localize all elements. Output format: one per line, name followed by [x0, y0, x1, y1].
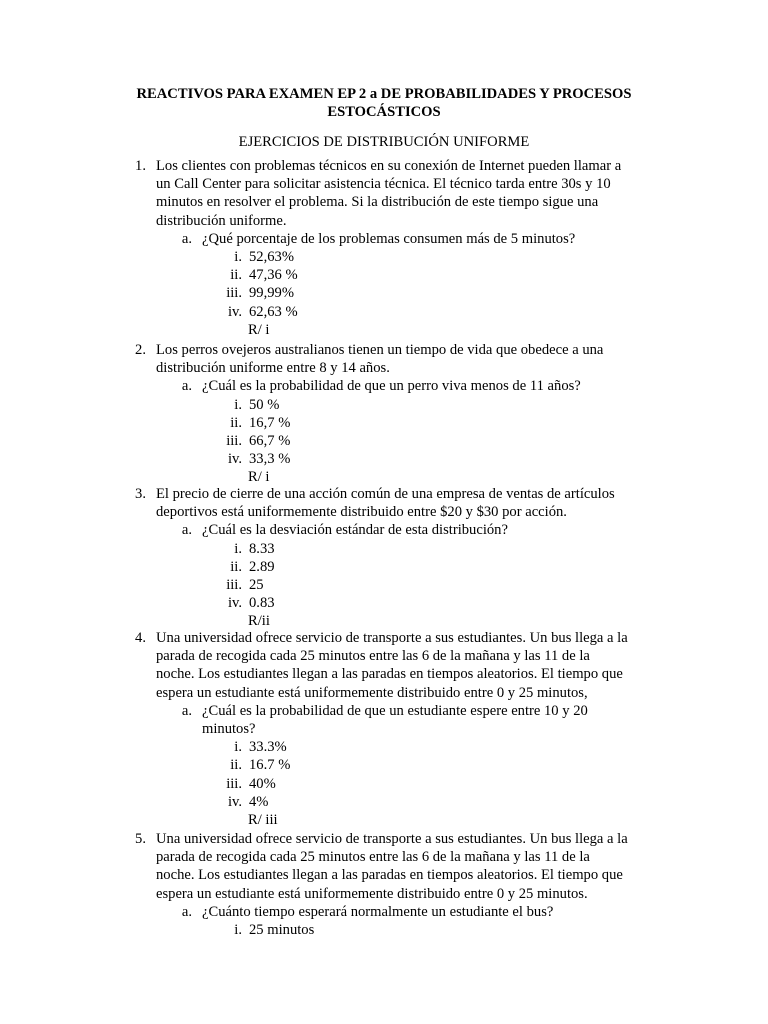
option-text: 66,7 % — [249, 433, 291, 449]
question-text-line: distribución uniforme. — [156, 212, 287, 229]
option-number: ii. — [230, 414, 242, 431]
option-text: 40% — [249, 775, 276, 792]
option-text: 52,63% — [249, 249, 294, 265]
option-text: 8.33 — [249, 540, 275, 557]
section-subtitle: EJERCICIOS DE DISTRIBUCIÓN UNIFORME — [238, 134, 530, 150]
option-number: iii. — [226, 433, 242, 449]
option-text: 33,3 % — [249, 451, 291, 468]
option-text: 33.3% — [249, 739, 287, 756]
sub-question-letter: a. — [181, 378, 192, 395]
answer-key: R/ii — [248, 613, 270, 630]
option-number: i. — [234, 739, 242, 756]
question-text-line: espera un estudiante está uniformemente distribuido entre 0 y 25 minutos, — [156, 684, 588, 701]
question-text-line: Los clientes con problemas técnicos en su conexión de Internet pueden llamar a — [156, 158, 622, 174]
option-number: ii. — [230, 267, 242, 284]
sub-question-text-line: ¿Cuál es la probabilidad de que un perro viva menos de 11 años? — [202, 378, 581, 395]
question-text-line: un Call Center para solicitar asistencia técnica. El técnico tarda entre 30s y 10 — [156, 176, 611, 193]
option-number: iii. — [226, 577, 242, 593]
question-number: 3. — [135, 486, 146, 502]
answer-key: R/ iii — [248, 812, 278, 828]
option-number: iii. — [226, 775, 242, 792]
question-text-line: parada de recogida cada 25 minutos entre las 6 de la mañana y las 11 de la — [156, 648, 590, 665]
sub-question-text-line: ¿Cuánto tiempo esperará normalmente un estudiante el bus? — [202, 903, 554, 920]
option-number: ii. — [230, 558, 242, 575]
option-text: 50 % — [249, 396, 280, 413]
sub-question-letter: a. — [181, 522, 192, 539]
question-text-line: espera un estudiante está uniformemente distribuido entre 0 y 25 minutos. — [156, 885, 588, 902]
sub-question-text-line: ¿Cuál es la probabilidad de que un estudiante espere entre 10 y 20 — [202, 702, 588, 719]
option-number: iii. — [226, 285, 242, 302]
question-text-line: Una universidad ofrece servicio de transporte a sus estudiantes. Un bus llega a la — [156, 630, 628, 646]
option-number: i. — [234, 540, 242, 557]
sub-question-letter: a. — [181, 903, 192, 920]
sub-question-letter: a. — [181, 702, 192, 719]
option-text: 62,63 % — [249, 303, 298, 320]
option-text: 4% — [249, 793, 269, 810]
option-number: iv. — [227, 595, 242, 612]
option-number: iv. — [227, 303, 242, 320]
option-text: 25 minutos — [249, 922, 315, 938]
answer-key: R/ i — [248, 321, 270, 338]
document-title — [100, 85, 668, 121]
option-text: 25 — [249, 577, 264, 593]
sub-question-text-line: ¿Cuál es la desviación estándar de esta distribución? — [202, 522, 508, 539]
sub-question-letter: a. — [181, 230, 192, 247]
option-text: 0.83 — [249, 595, 275, 612]
option-text: 16,7 % — [249, 414, 291, 431]
option-text: 2.89 — [249, 558, 275, 575]
question-text-line: noche. Los estudiantes llegan a las paradas en tiempos aleatorios. El tiempo que — [156, 666, 623, 683]
title-line-1: REACTIVOS PARA EXAMEN EP 2 a DE PROBABILIDADES Y PROCESOS — [136, 86, 632, 102]
question-number: 1. — [135, 158, 146, 174]
question-text-line: Los perros ovejeros australianos tienen un tiempo de vida que obedece a una — [156, 342, 604, 358]
question-text-line: minutos en resolver el problema. Si la distribución de este tiempo sigue una — [156, 194, 599, 211]
question-number: 2. — [135, 342, 146, 358]
option-text: 99,99% — [249, 285, 294, 302]
question-text-line: deportivos está uniformemente distribuido entre $20 y $30 por acción. — [156, 504, 567, 521]
option-number: iv. — [227, 793, 242, 810]
question-text-line: parada de recogida cada 25 minutos entre las 6 de la mañana y las 11 de la — [156, 849, 590, 866]
option-number: i. — [234, 249, 242, 265]
option-text: 16.7 % — [249, 757, 291, 774]
option-text: 47,36 % — [249, 267, 298, 284]
question-text-line: distribución uniforme entre 8 y 14 años. — [156, 360, 390, 377]
question-text-line: El precio de cierre de una acción común de una empresa de ventas de artículos — [156, 486, 615, 502]
question-text-line: Una universidad ofrece servicio de transporte a sus estudiantes. Un bus llega a la — [156, 831, 628, 847]
option-number: iv. — [227, 451, 242, 468]
title-line-2: ESTOCÁSTICOS — [327, 104, 441, 120]
option-number: i. — [234, 396, 242, 413]
sub-question-text-line: minutos? — [202, 721, 256, 737]
sub-question-text-line: ¿Qué porcentaje de los problemas consumen más de 5 minutos? — [202, 230, 576, 247]
option-number: i. — [234, 922, 242, 938]
question-number: 4. — [135, 630, 146, 646]
option-number: ii. — [230, 757, 242, 774]
question-number: 5. — [135, 831, 146, 847]
question-text-line: noche. Los estudiantes llegan a las paradas en tiempos aleatorios. El tiempo que — [156, 867, 623, 884]
answer-key: R/ i — [248, 469, 270, 486]
